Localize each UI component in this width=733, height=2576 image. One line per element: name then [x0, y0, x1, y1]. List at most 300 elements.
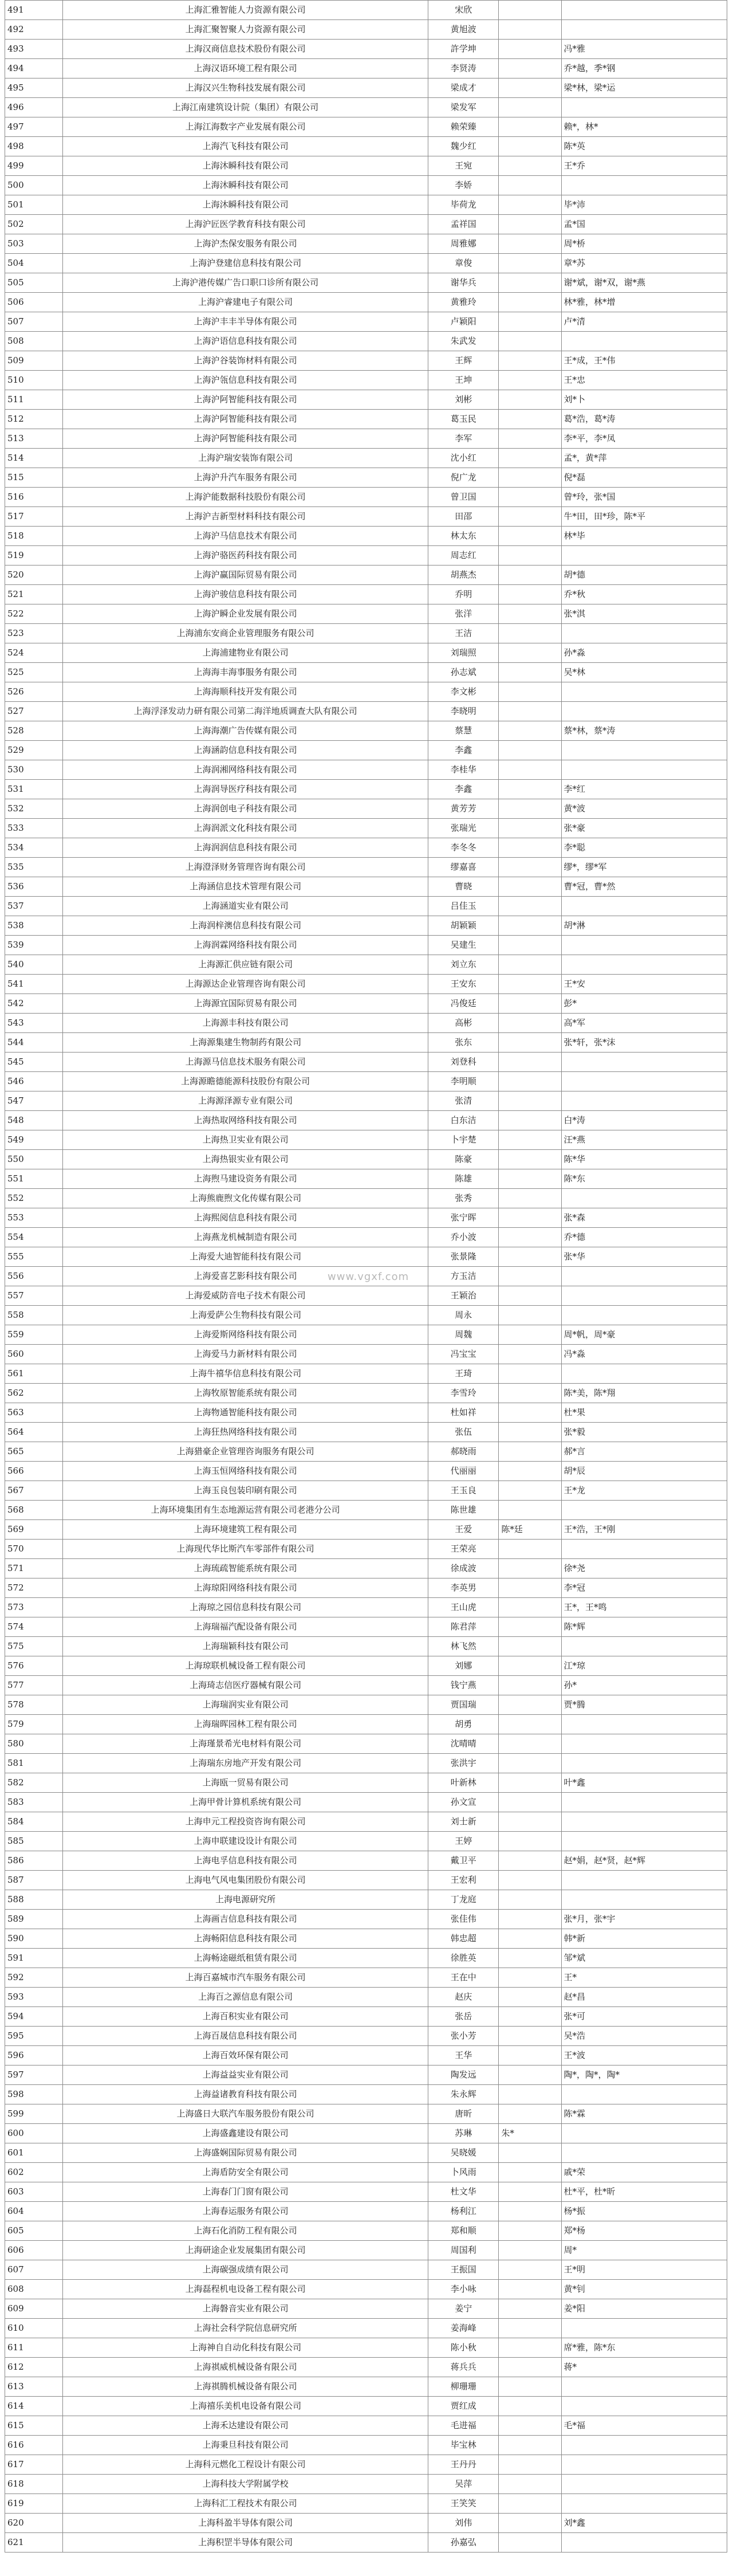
person-name: 王婷	[428, 1832, 499, 1851]
table-row	[5, 1111, 727, 1130]
table-row	[5, 293, 727, 312]
row-number: 522	[5, 604, 63, 624]
family-members: 郑*杨	[561, 2221, 727, 2241]
extra-member	[499, 2377, 561, 2397]
company-name: 上海爱马力新材料有限公司	[63, 1345, 428, 1364]
row-number: 495	[5, 78, 63, 98]
family-members: 高*军	[561, 1014, 727, 1033]
table-row	[5, 585, 727, 604]
family-members: 冯*淼	[561, 1345, 727, 1364]
row-number: 507	[5, 312, 63, 332]
person-name: 王笑笑	[428, 2494, 499, 2514]
person-name: 周魏	[428, 1325, 499, 1345]
row-number: 569	[5, 1520, 63, 1540]
table-row	[5, 1345, 727, 1364]
person-name: 魏少红	[428, 137, 499, 156]
company-name: 上海汉兴生物科技发展有限公司	[63, 78, 428, 98]
row-number: 597	[5, 2065, 63, 2085]
table-row	[5, 20, 727, 40]
row-number: 553	[5, 1208, 63, 1228]
table-row	[5, 858, 727, 877]
extra-member	[499, 1442, 561, 1462]
extra-member	[499, 897, 561, 916]
family-members: 毕*沛	[561, 195, 727, 215]
row-number: 497	[5, 117, 63, 137]
row-number: 573	[5, 1598, 63, 1617]
family-members: 王*龙	[561, 1481, 727, 1501]
extra-member	[499, 2319, 561, 2338]
company-name: 上海润梓澳信息科技有限公司	[63, 916, 428, 936]
extra-member	[499, 838, 561, 858]
family-members: 卢*清	[561, 312, 727, 332]
row-number: 615	[5, 2416, 63, 2436]
row-number: 587	[5, 1871, 63, 1890]
table-row	[5, 1773, 727, 1793]
row-number: 600	[5, 2124, 63, 2143]
family-members: 江*琼	[561, 1656, 727, 1676]
person-name: 李贤涛	[428, 59, 499, 78]
table-row	[5, 1812, 727, 1832]
company-name: 上海环境集团有生态地源运营有限公司老港分公司	[63, 1501, 428, 1520]
extra-member	[499, 1929, 561, 1949]
person-name: 王丹丹	[428, 2455, 499, 2475]
extra-member	[499, 1656, 561, 1676]
person-name: 吴萍	[428, 2475, 499, 2494]
company-name: 上海禧乐美机电设备有限公司	[63, 2397, 428, 2416]
family-members: 乔*德	[561, 1228, 727, 1247]
person-name: 梁成才	[428, 78, 499, 98]
company-name: 上海碳强成绩有限公司	[63, 2260, 428, 2280]
table-row	[5, 1754, 727, 1773]
person-name: 李军	[428, 429, 499, 449]
row-number: 618	[5, 2475, 63, 2494]
company-name: 上海琼联机械设备工程有限公司	[63, 1656, 428, 1676]
extra-member	[499, 449, 561, 468]
extra-member	[499, 1617, 561, 1637]
company-name: 上海源达企业管理咨询有限公司	[63, 975, 428, 994]
family-members: 乔*秋	[561, 585, 727, 604]
family-members: 徐*尧	[561, 1559, 727, 1578]
extra-member	[499, 2007, 561, 2027]
extra-member	[499, 351, 561, 371]
company-name: 上海益诸教育科技有限公司	[63, 2085, 428, 2104]
row-number: 541	[5, 975, 63, 994]
family-members	[561, 2319, 727, 2338]
table-row	[5, 507, 727, 527]
family-members	[561, 682, 727, 702]
row-number: 580	[5, 1734, 63, 1754]
row-number: 512	[5, 410, 63, 429]
table-row	[5, 1150, 727, 1169]
company-name: 上海沐瞬科技有限公司	[63, 156, 428, 176]
row-number: 523	[5, 624, 63, 643]
person-name: 王宏利	[428, 1871, 499, 1890]
row-number: 579	[5, 1715, 63, 1734]
extra-member	[499, 195, 561, 215]
row-number: 606	[5, 2241, 63, 2260]
family-members: 贾*腾	[561, 1695, 727, 1715]
extra-member	[499, 1773, 561, 1793]
table-row	[5, 2046, 727, 2065]
extra-member	[499, 468, 561, 488]
family-members: 冯*雅	[561, 40, 727, 59]
person-name: 李桂华	[428, 760, 499, 780]
company-name: 上海涵韵信息科技有限公司	[63, 741, 428, 760]
row-number: 613	[5, 2377, 63, 2397]
extra-member	[499, 273, 561, 293]
family-members: 蔡*林，蔡*涛	[561, 721, 727, 741]
extra-member	[499, 916, 561, 936]
table-row	[5, 332, 727, 351]
row-number: 510	[5, 371, 63, 390]
table-row	[5, 1364, 727, 1384]
person-name: 沈晴晴	[428, 1734, 499, 1754]
table-row	[5, 1189, 727, 1208]
extra-member	[499, 2416, 561, 2436]
family-members	[561, 1072, 727, 1091]
person-name: 李冬冬	[428, 838, 499, 858]
extra-member	[499, 624, 561, 643]
row-number: 559	[5, 1325, 63, 1345]
row-number: 568	[5, 1501, 63, 1520]
family-members	[561, 332, 727, 351]
family-members: 王*浩，王*刚	[561, 1520, 727, 1540]
person-name: 毕宝林	[428, 2436, 499, 2455]
family-members	[561, 2455, 727, 2475]
family-members: 汪*燕	[561, 1130, 727, 1150]
table-row	[5, 741, 727, 760]
company-name: 上海电孚信息科技有限公司	[63, 1851, 428, 1871]
table-row	[5, 234, 727, 254]
extra-member	[499, 1540, 561, 1559]
extra-member	[499, 1267, 561, 1286]
extra-member	[499, 1423, 561, 1442]
company-name: 上海畅途磁纸租赁有限公司	[63, 1949, 428, 1968]
table-row	[5, 1442, 727, 1462]
row-number: 503	[5, 234, 63, 254]
table-row	[5, 2377, 727, 2397]
company-name: 上海甲骨计算机系统有限公司	[63, 1793, 428, 1812]
row-number: 531	[5, 780, 63, 799]
person-name: 朱武发	[428, 332, 499, 351]
person-name: 乔明	[428, 585, 499, 604]
person-name: 张东	[428, 1033, 499, 1053]
person-name: 刘瑞照	[428, 643, 499, 663]
company-name: 上海热取网络科技有限公司	[63, 1111, 428, 1130]
extra-member	[499, 2338, 561, 2358]
row-number: 535	[5, 858, 63, 877]
person-name: 王宛	[428, 156, 499, 176]
table-row	[5, 2202, 727, 2221]
row-number: 593	[5, 1988, 63, 2007]
extra-member	[499, 429, 561, 449]
person-name: 毛进福	[428, 2416, 499, 2436]
extra-member	[499, 1578, 561, 1598]
row-number: 519	[5, 546, 63, 566]
table-row	[5, 429, 727, 449]
row-number: 492	[5, 20, 63, 40]
row-number: 506	[5, 293, 63, 312]
extra-member	[499, 1637, 561, 1656]
row-number: 528	[5, 721, 63, 741]
family-members: 陈*美，陈*翔	[561, 1384, 727, 1403]
extra-member	[499, 955, 561, 975]
table-row	[5, 1053, 727, 1072]
company-name: 上海源集建生物制药有限公司	[63, 1033, 428, 1053]
table-row	[5, 1598, 727, 1617]
table-row	[5, 1228, 727, 1247]
company-name: 上海祺腾机械设备有限公司	[63, 2377, 428, 2397]
table-row	[5, 156, 727, 176]
extra-member	[499, 1676, 561, 1695]
company-name: 上海春门门窗有限公司	[63, 2182, 428, 2202]
person-name: 沈小红	[428, 449, 499, 468]
table-row	[5, 1949, 727, 1968]
person-name: 张秀	[428, 1189, 499, 1208]
table-row	[5, 624, 727, 643]
extra-member	[499, 1715, 561, 1734]
person-name: 王荣亮	[428, 1540, 499, 1559]
extra-member	[499, 507, 561, 527]
extra-member	[499, 604, 561, 624]
table-row	[5, 1208, 727, 1228]
company-name: 上海沪能数据科技股份有限公司	[63, 488, 428, 507]
extra-member	[499, 2221, 561, 2241]
person-name: 贾红成	[428, 2397, 499, 2416]
company-name: 上海源瞻德能源科技股份有限公司	[63, 1072, 428, 1091]
person-name: 贾国瑞	[428, 1695, 499, 1715]
row-number: 612	[5, 2358, 63, 2377]
family-members: 刘*鑫	[561, 2514, 727, 2533]
person-name: 林飞然	[428, 1637, 499, 1656]
row-number: 499	[5, 156, 63, 176]
row-number: 511	[5, 390, 63, 410]
person-name: 白东洁	[428, 1111, 499, 1130]
row-number: 555	[5, 1247, 63, 1267]
table-row	[5, 2416, 727, 2436]
company-name: 上海盛娴国际贸易有限公司	[63, 2143, 428, 2163]
person-name: 杨利江	[428, 2202, 499, 2221]
family-members	[561, 2377, 727, 2397]
extra-member	[499, 1150, 561, 1169]
row-number: 534	[5, 838, 63, 858]
person-name: 李文彬	[428, 682, 499, 702]
row-number: 607	[5, 2260, 63, 2280]
company-name: 上海申联建设设计有限公司	[63, 1832, 428, 1851]
row-number: 574	[5, 1617, 63, 1637]
family-members: 王*	[561, 1968, 727, 1988]
family-members: 张*毅	[561, 1423, 727, 1442]
table-row	[5, 916, 727, 936]
row-number: 552	[5, 1189, 63, 1208]
row-number: 577	[5, 1676, 63, 1695]
family-members: 倪*磊	[561, 468, 727, 488]
company-name: 上海玉良包装印刷有限公司	[63, 1481, 428, 1501]
table-row	[5, 546, 727, 566]
person-name: 韩忠超	[428, 1929, 499, 1949]
table-row	[5, 1890, 727, 1910]
company-name: 上海百嘉城市汽车服务有限公司	[63, 1968, 428, 1988]
family-members	[561, 741, 727, 760]
row-number: 542	[5, 994, 63, 1014]
row-number: 515	[5, 468, 63, 488]
table-row	[5, 760, 727, 780]
company-name: 上海煦马建设资务有限公司	[63, 1169, 428, 1189]
company-name: 上海环境建筑工程有限公司	[63, 1520, 428, 1540]
row-number: 594	[5, 2007, 63, 2027]
row-number: 586	[5, 1851, 63, 1871]
family-members: 张*华	[561, 1247, 727, 1267]
family-members: 黄*钊	[561, 2280, 727, 2299]
table-row	[5, 1247, 727, 1267]
person-name: 李雪玲	[428, 1384, 499, 1403]
person-name: 张洪宇	[428, 1754, 499, 1773]
company-name: 上海海丰海事服务有限公司	[63, 663, 428, 682]
table-row	[5, 2104, 727, 2124]
extra-member	[499, 59, 561, 78]
family-members: 王*忠	[561, 371, 727, 390]
family-members: 陈*东	[561, 1169, 727, 1189]
person-name: 刘伟	[428, 2514, 499, 2533]
extra-member	[499, 1130, 561, 1150]
family-members	[561, 2143, 727, 2163]
table-row	[5, 488, 727, 507]
person-name: 丁龙庭	[428, 1890, 499, 1910]
family-members: 赖*，林*	[561, 117, 727, 137]
extra-member	[499, 1598, 561, 1617]
row-number: 530	[5, 760, 63, 780]
company-name: 上海汽飞科技有限公司	[63, 137, 428, 156]
family-members: 杜*果	[561, 1403, 727, 1423]
company-name: 上海沪瑞安装饰有限公司	[63, 449, 428, 468]
row-number: 529	[5, 741, 63, 760]
extra-member	[499, 819, 561, 838]
extra-member	[499, 254, 561, 273]
family-members	[561, 1890, 727, 1910]
company-name: 上海熊鹿煦文化传媒有限公司	[63, 1189, 428, 1208]
table-row	[5, 1851, 727, 1871]
company-name: 上海物通智能科技有限公司	[63, 1403, 428, 1423]
company-name: 上海电源研究所	[63, 1890, 428, 1910]
company-name: 上海瑞晖园林工程有限公司	[63, 1715, 428, 1734]
company-name: 上海牛禧华信息科技有限公司	[63, 1364, 428, 1384]
company-name: 上海沪港传媒广告口职口诊所有限公司	[63, 273, 428, 293]
company-name: 上海源汇供应链有限公司	[63, 955, 428, 975]
table-row	[5, 975, 727, 994]
family-members: 赵*娟，赵*贤，赵*辉	[561, 1851, 727, 1871]
family-members	[561, 702, 727, 721]
person-name: 卢颖阳	[428, 312, 499, 332]
row-number: 527	[5, 702, 63, 721]
table-row	[5, 2338, 727, 2358]
row-number: 544	[5, 1033, 63, 1053]
extra-member	[499, 215, 561, 234]
company-name: 上海汇聚智聚人力资源有限公司	[63, 20, 428, 40]
row-number: 538	[5, 916, 63, 936]
company-name: 上海玉恒网络科技有限公司	[63, 1462, 428, 1481]
table-row	[5, 2358, 727, 2377]
row-number: 501	[5, 195, 63, 215]
table-row	[5, 1617, 727, 1637]
table-row	[5, 1091, 727, 1111]
person-name: 刘登科	[428, 1053, 499, 1072]
family-members	[561, 1793, 727, 1812]
family-members	[561, 1286, 727, 1306]
row-number: 554	[5, 1228, 63, 1247]
row-number: 584	[5, 1812, 63, 1832]
person-name: 胡燕杰	[428, 566, 499, 585]
table-row	[5, 682, 727, 702]
family-members: 吴*浩	[561, 2027, 727, 2046]
extra-member	[499, 2280, 561, 2299]
extra-member	[499, 1189, 561, 1208]
person-name: 曹晓	[428, 877, 499, 897]
row-number: 617	[5, 2455, 63, 2475]
family-members: 王*乔	[561, 156, 727, 176]
row-number: 578	[5, 1695, 63, 1715]
table-row	[5, 1578, 727, 1598]
company-name: 上海盛鑫建设有限公司	[63, 2124, 428, 2143]
extra-member	[499, 371, 561, 390]
table-row	[5, 1656, 727, 1676]
company-name: 上海科汇工程技术有限公司	[63, 2494, 428, 2514]
company-name: 上海源马信息技术服务有限公司	[63, 1053, 428, 1072]
family-members: 叶*鑫	[561, 1773, 727, 1793]
family-members	[561, 1091, 727, 1111]
table-row	[5, 643, 727, 663]
table-row	[5, 195, 727, 215]
row-number: 547	[5, 1091, 63, 1111]
family-members: 林*雅，林*增	[561, 293, 727, 312]
company-name: 上海秉旦科技有限公司	[63, 2436, 428, 2455]
row-number: 520	[5, 566, 63, 585]
row-number: 621	[5, 2533, 63, 2553]
row-number: 521	[5, 585, 63, 604]
company-name: 上海爱喜艺影科技有限公司	[63, 1267, 428, 1286]
family-members	[561, 20, 727, 40]
family-members: 赵*昌	[561, 1988, 727, 2007]
person-name: 卜风雨	[428, 2163, 499, 2182]
table-row	[5, 2027, 727, 2046]
company-name: 上海琼之园信息科技有限公司	[63, 1598, 428, 1617]
family-members: 林*毕	[561, 527, 727, 546]
watermark-text: www.vgxf.com	[328, 1271, 409, 1283]
row-number: 571	[5, 1559, 63, 1578]
family-members	[561, 1715, 727, 1734]
company-name: 上海磐音实业有限公司	[63, 2299, 428, 2319]
row-number: 518	[5, 527, 63, 546]
extra-member	[499, 1793, 561, 1812]
person-name: 胡勇	[428, 1715, 499, 1734]
table-row	[5, 2085, 727, 2104]
person-name: 宋欣	[428, 1, 499, 20]
row-number: 570	[5, 1540, 63, 1559]
row-number: 620	[5, 2514, 63, 2533]
person-name: 王颖治	[428, 1286, 499, 1306]
person-name: 郝晓雨	[428, 1442, 499, 1462]
family-members: 梁*林，梁*运	[561, 78, 727, 98]
company-name: 上海春运服务有限公司	[63, 2202, 428, 2221]
table-row	[5, 1929, 727, 1949]
person-name: 刘彬	[428, 390, 499, 410]
table-row	[5, 1014, 727, 1033]
family-members: 王*，王*鸣	[561, 1598, 727, 1617]
row-number: 548	[5, 1111, 63, 1130]
person-name: 李鑫	[428, 780, 499, 799]
company-name: 上海百积实业有限公司	[63, 2007, 428, 2027]
person-name: 李娇	[428, 176, 499, 195]
company-name: 上海浮泽发动力研有限公司第二海洋地质调查大队有限公司	[63, 702, 428, 721]
